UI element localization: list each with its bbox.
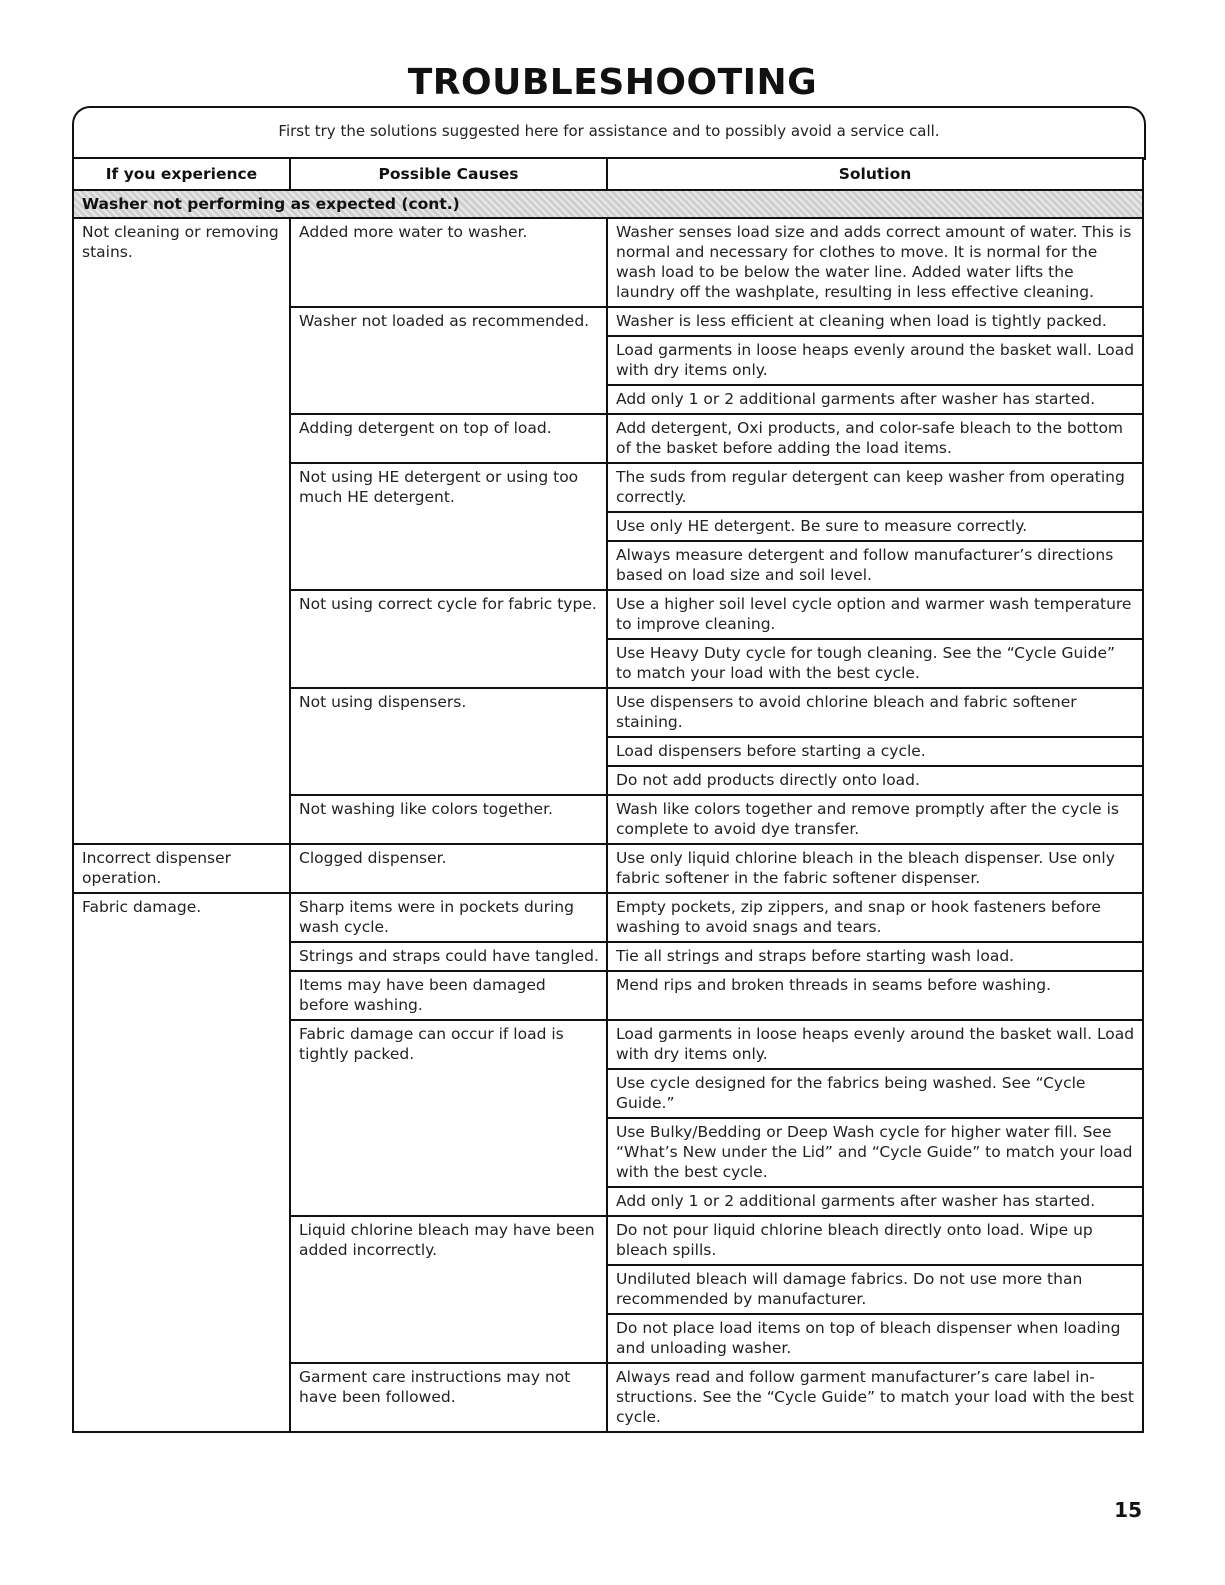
symptom-cell [73, 1363, 290, 1432]
table-header-row [73, 158, 1143, 190]
solution-cell: Add only 1 or 2 additional garments after washer has started. [607, 385, 1143, 414]
column-header-causes: Possible Causes [290, 158, 607, 190]
symptom-cell [73, 639, 290, 688]
symptom-cell [73, 590, 290, 639]
symptom-cell [73, 1265, 290, 1314]
table-row [73, 942, 1143, 971]
symptom-cell [73, 795, 290, 844]
symptom-cell [73, 541, 290, 590]
solution-cell: Always read and follow garment manufacturer’s care label in-structions. See the “Cycle Guide” to match your load with the best cycle. [607, 1363, 1143, 1432]
table-row [73, 385, 1143, 414]
solution-cell: Tie all strings and straps before starting wash load. [607, 942, 1143, 971]
cause-cell: Fabric damage can occur if load is tightly packed. [290, 1020, 607, 1069]
symptom-cell: Fabric damage. [73, 893, 290, 942]
solution-cell: Load garments in loose heaps evenly around the basket wall. Load with dry items only. [607, 1020, 1143, 1069]
cause-cell [290, 385, 607, 414]
symptom-cell [73, 414, 290, 463]
table-row [73, 218, 1143, 307]
cause-cell: Not using dispensers. [290, 688, 607, 737]
cause-cell: Not washing like colors together. [290, 795, 607, 844]
cause-cell [290, 639, 607, 688]
table-row [73, 639, 1143, 688]
symptom-cell [73, 385, 290, 414]
cause-cell [290, 766, 607, 795]
cause-cell: Clogged dispenser. [290, 844, 607, 893]
solution-cell: Always measure detergent and follow manufacturer’s directions based on load size and soil level. [607, 541, 1143, 590]
table-row [73, 766, 1143, 795]
solution-cell: Add only 1 or 2 additional garments after washer has started. [607, 1187, 1143, 1216]
cause-cell: Strings and straps could have tangled. [290, 942, 607, 971]
cause-cell: Not using correct cycle for fabric type. [290, 590, 607, 639]
table-row [73, 463, 1143, 512]
cause-cell [290, 541, 607, 590]
symptom-cell [73, 971, 290, 1020]
solution-cell: Undiluted bleach will damage fabrics. Do not use more than recommended by manufacturer. [607, 1265, 1143, 1314]
cause-cell: Not using HE detergent or using too much HE detergent. [290, 463, 607, 512]
symptom-cell: Not cleaning or removing stains. [73, 218, 290, 307]
symptom-cell [73, 766, 290, 795]
symptom-cell [73, 336, 290, 385]
table-row [73, 512, 1143, 541]
solution-cell: Mend rips and broken threads in seams before washing. [607, 971, 1143, 1020]
symptom-cell [73, 463, 290, 512]
table-row [73, 1069, 1143, 1118]
table-row [73, 844, 1143, 893]
cause-cell [290, 1187, 607, 1216]
solution-cell: Do not add products directly onto load. [607, 766, 1143, 795]
symptom-cell [73, 1069, 290, 1118]
solution-cell: Empty pockets, zip zippers, and snap or hook fasteners before washing to avoid snags and tears. [607, 893, 1143, 942]
cause-cell [290, 1314, 607, 1363]
solution-cell: Add detergent, Oxi products, and color-safe bleach to the bottom of the basket before adding the load items. [607, 414, 1143, 463]
symptom-cell [73, 1020, 290, 1069]
cause-cell [290, 336, 607, 385]
table-row [73, 1187, 1143, 1216]
page-number: 15 [1114, 1498, 1142, 1522]
cause-cell [290, 512, 607, 541]
table-row [73, 336, 1143, 385]
troubleshooting-table [72, 157, 1144, 1433]
solution-cell: Use only liquid chlorine bleach in the bleach dispenser. Use only fabric softener in the fabric softener dispenser. [607, 844, 1143, 893]
symptom-cell [73, 1118, 290, 1187]
table-row [73, 1216, 1143, 1265]
cause-cell: Sharp items were in pockets during wash cycle. [290, 893, 607, 942]
solution-cell: Use Heavy Duty cycle for tough cleaning. See the “Cycle Guide” to match your load with the best cycle. [607, 639, 1143, 688]
table-row [73, 737, 1143, 766]
cause-cell [290, 737, 607, 766]
symptom-cell [73, 942, 290, 971]
solution-cell: Use cycle designed for the fabrics being washed. See “Cycle Guide.” [607, 1069, 1143, 1118]
table-row [73, 1118, 1143, 1187]
section-heading: Washer not performing as expected (cont.) [73, 190, 1143, 218]
solution-cell: Use a higher soil level cycle option and warmer wash temperature to improve cleaning. [607, 590, 1143, 639]
table-row [73, 971, 1143, 1020]
table-row [73, 1265, 1143, 1314]
symptom-cell [73, 512, 290, 541]
solution-cell: Wash like colors together and remove promptly after the cycle is complete to avoid dye transfer. [607, 795, 1143, 844]
column-header-solution: Solution [607, 158, 1143, 190]
solution-cell: Do not place load items on top of bleach dispenser when loading and unloading washer. [607, 1314, 1143, 1363]
solution-cell: Use Bulky/Bedding or Deep Wash cycle for higher water fill. See “What’s New under the Lid” and “Cycle Guide” to match your load with the best cycle. [607, 1118, 1143, 1187]
symptom-cell [73, 1314, 290, 1363]
cause-cell: Liquid chlorine bleach may have been added incorrectly. [290, 1216, 607, 1265]
symptom-cell [73, 307, 290, 336]
table-row [73, 688, 1143, 737]
solution-cell: Washer is less efficient at cleaning when load is tightly packed. [607, 307, 1143, 336]
cause-cell [290, 1265, 607, 1314]
symptom-cell [73, 688, 290, 737]
table-row [73, 1020, 1143, 1069]
symptom-cell: Incorrect dispenser operation. [73, 844, 290, 893]
cause-cell: Items may have been damaged before washing. [290, 971, 607, 1020]
cause-cell: Added more water to washer. [290, 218, 607, 307]
page-title: TROUBLESHOOTING [407, 62, 818, 103]
symptom-cell [73, 737, 290, 766]
section-row [73, 190, 1143, 218]
solution-cell: Load dispensers before starting a cycle. [607, 737, 1143, 766]
table-row [73, 541, 1143, 590]
intro-text: First try the solutions suggested here for assistance and to possibly avoid a service call. [278, 122, 940, 140]
table-row [73, 1314, 1143, 1363]
solution-cell: The suds from regular detergent can keep washer from operating correctly. [607, 463, 1143, 512]
table-body [73, 190, 1143, 1432]
solution-cell: Use only HE detergent. Be sure to measure correctly. [607, 512, 1143, 541]
solution-cell: Use dispensers to avoid chlorine bleach and fabric softener staining. [607, 688, 1143, 737]
table-row [73, 307, 1143, 336]
table-row [73, 795, 1143, 844]
table-row [73, 590, 1143, 639]
symptom-cell [73, 1187, 290, 1216]
symptom-cell [73, 1216, 290, 1265]
table-row [73, 1363, 1143, 1432]
solution-cell: Do not pour liquid chlorine bleach directly onto load. Wipe up bleach spills. [607, 1216, 1143, 1265]
cause-cell: Washer not loaded as recommended. [290, 307, 607, 336]
cause-cell: Adding detergent on top of load. [290, 414, 607, 463]
cause-cell [290, 1118, 607, 1187]
cause-cell: Garment care instructions may not have been followed. [290, 1363, 607, 1432]
cause-cell [290, 1069, 607, 1118]
column-header-symptom: If you experience [73, 158, 290, 190]
table-row [73, 414, 1143, 463]
solution-cell: Load garments in loose heaps evenly around the basket wall. Load with dry items only. [607, 336, 1143, 385]
table-row [73, 893, 1143, 942]
solution-cell: Washer senses load size and adds correct amount of water. This is normal and necessary for clothes to move. It is normal for the wash load to be below the water line. Added water lifts the laundry off the washplate, resulting in less effective cleaning. [607, 218, 1143, 307]
